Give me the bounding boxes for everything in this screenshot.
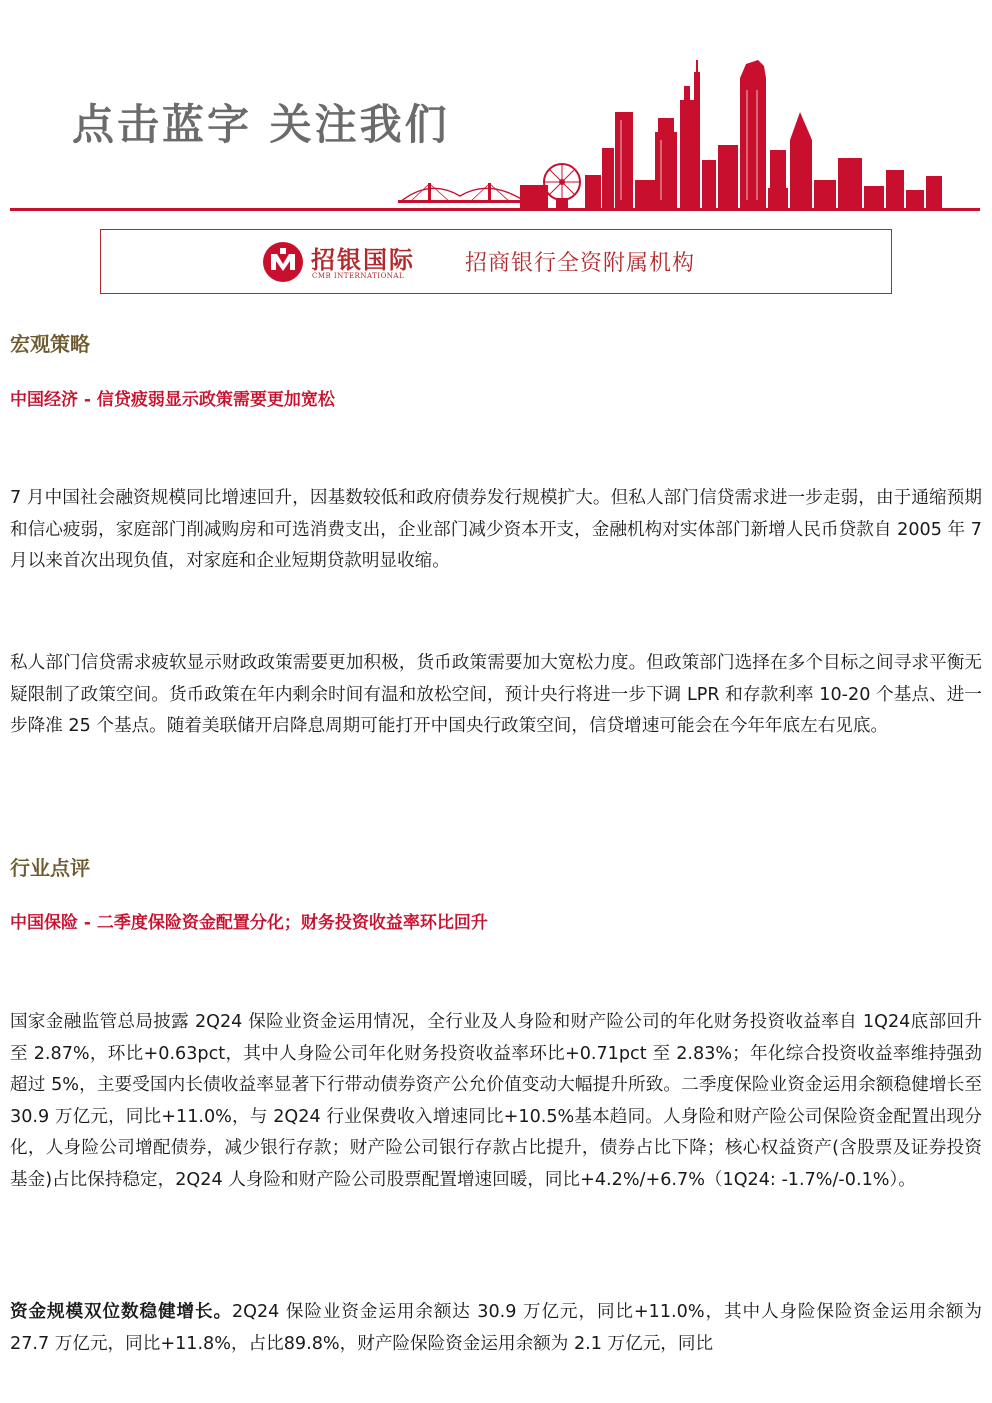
lead-bold-text: 资金规模双位数稳健增长。 [10,1302,232,1322]
paragraph: 7 月中国社会融资规模同比增速回升，因基数较低和政府债券发行规模扩大。但私人部门信贷需求进一步走弱，由于通缩预期和信心疲弱，家庭部门削减购房和可选消费支出，企业部门减少资本开支，金融机构对实体部门新增人民币贷款自 2005 年 7 月以来首次出现负值，对家庭和企业短期贷款明显收缩。 [10,488,982,571]
section-heading-macro: 宏观策略 [10,332,90,356]
cmb-emblem-icon [261,240,305,284]
logo-tagline: 招商银行全资附属机构 [465,251,696,276]
paragraph: 私人部门信贷需求疲软显示财政政策需要更加积极，货币政策需要加大宽松力度。但政策部门选择在多个目标之间寻求平衡无疑限制了政策空间。货币政策在年内剩余时间有温和放松空间，预计央行将进一步下调 LPR 和存款利率 10-20 个基点、进一步降准 25 个基点。随着美联储开启降息周期可能打开中国央行政策空间，信贷增速可能会在今年年底左右见底。 [10,653,982,736]
paragraph-lead [10,1297,982,1360]
logo-box [100,229,892,294]
lead-text: 2Q24 保险业资金运用余额达 30.9 万亿元，同比+11.0%，其中人身险保险资金运用余额为 27.7 万亿元，同比+11.8%，占比89.8%，财产险保险资金运用余额为 2.1 万亿元，同比 [10,1302,982,1354]
paragraph: 国家金融监管总局披露 2Q24 保险业资金运用情况，全行业及人身险和财产险公司的年化财务投资收益率自 1Q24底部回升至 2.87%，环比+0.63pct，其中人身险公司年化财务投资收益率环比+0.71pct 至 2.83%；年化综合投资收益率维持强劲超过 5%，主要受国内长债收益率显著下行带动债券资产公允价值变动大幅提升所致。二季度保险业资金运用余额稳健增长至 30.9 万亿元，同比+11.0%，与 2Q24 行业保费收入增速同比+10.5%基本趋同。人身险和财产险公司保险资金配置出现分化，人身险公司增配债券，减少银行存款；财产险公司银行存款占比提升，债券占比下降；核心权益资产(含股票及证券投资基金)占比保持稳定，2Q24 人身险和财产险公司股票配置增速回暖，同比+4.2%/+6.7%（1Q24: -1.7%/-0.1%）。 [10,1012,982,1190]
banner-title: 点击蓝字 关注我们 [72,100,450,149]
section-heading-industry: 行业点评 [10,856,90,880]
article-title-china-economy: 中国经济 - 信贷疲弱显示政策需要更加宽松 [10,390,335,410]
logo-name-en: CMB INTERNATIONAL [312,272,405,280]
article-title-china-insurance: 中国保险 - 二季度保险资金配置分化；财务投资收益率环比回升 [10,913,488,933]
header-banner [0,0,992,220]
logo-name-cn: 招银国际 [311,245,415,274]
